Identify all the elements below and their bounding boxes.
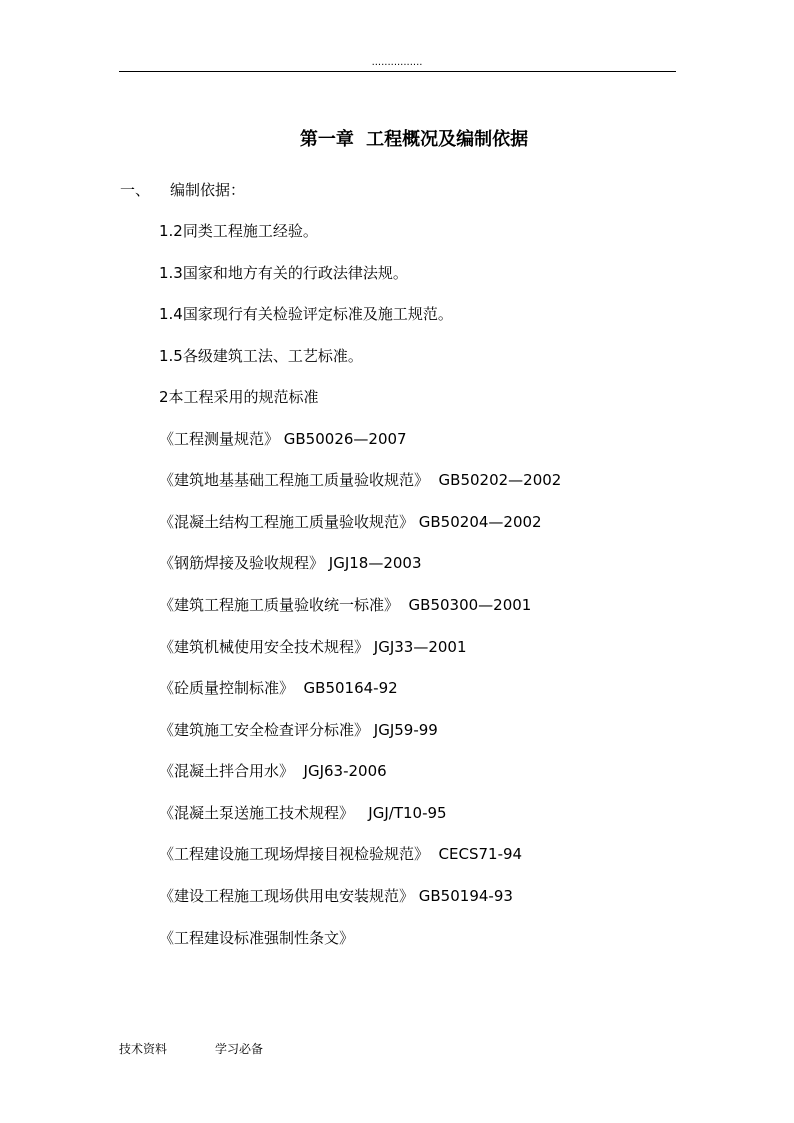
standard-item: 《建筑地基基础工程施工质量验收规范》 GB50202—2002: [159, 471, 562, 489]
standard-item: 《建筑工程施工质量验收统一标准》 GB50300—2001: [159, 596, 532, 614]
header-rule: [119, 71, 676, 72]
body-line: 1.4国家现行有关检验评定标准及施工规范。: [159, 305, 453, 323]
body-line: 1.2同类工程施工经验。: [159, 222, 318, 240]
body-line: 1.3国家和地方有关的行政法律法规。: [159, 264, 408, 282]
standard-item: 《砼质量控制标准》 GB50164-92: [159, 679, 398, 697]
standard-item: 《混凝土泵送施工技术规程》 JGJ/T10-95: [159, 804, 447, 822]
standard-item: 《建设工程施工现场供用电安装规范》 GB50194-93: [159, 887, 513, 905]
section-heading: [120, 179, 245, 201]
header-dots: ................: [371, 57, 423, 68]
standard-item: 《工程建设施工现场焊接目视检验规范》 CECS71-94: [159, 845, 523, 863]
footer-left: 技术资料: [119, 1042, 168, 1056]
standard-item: 《钢筋焊接及验收规程》 JGJ18—2003: [159, 554, 422, 572]
section-marker: 一、: [120, 181, 151, 199]
standard-item: 《混凝土拌合用水》 JGJ63-2006: [159, 762, 387, 780]
chapter-title: 第一章 工程概况及编制依据: [299, 129, 529, 150]
standard-item: 《建筑机械使用安全技术规程》 JGJ33—2001: [159, 638, 467, 656]
body-line: 2本工程采用的规范标准: [159, 388, 319, 406]
standard-item: 《建筑施工安全检查评分标准》 JGJ59-99: [159, 721, 438, 739]
standard-item: 《工程测量规范》 GB50026—2007: [159, 430, 407, 448]
footer-right: 学习必备: [215, 1042, 264, 1056]
section-label: 编制依据：: [170, 181, 246, 199]
standard-item: 《混凝土结构工程施工质量验收规范》 GB50204—2002: [159, 513, 542, 531]
standard-item: 《工程建设标准强制性条文》: [159, 929, 355, 947]
body-line: 1.5各级建筑工法、工艺标准。: [159, 347, 363, 365]
